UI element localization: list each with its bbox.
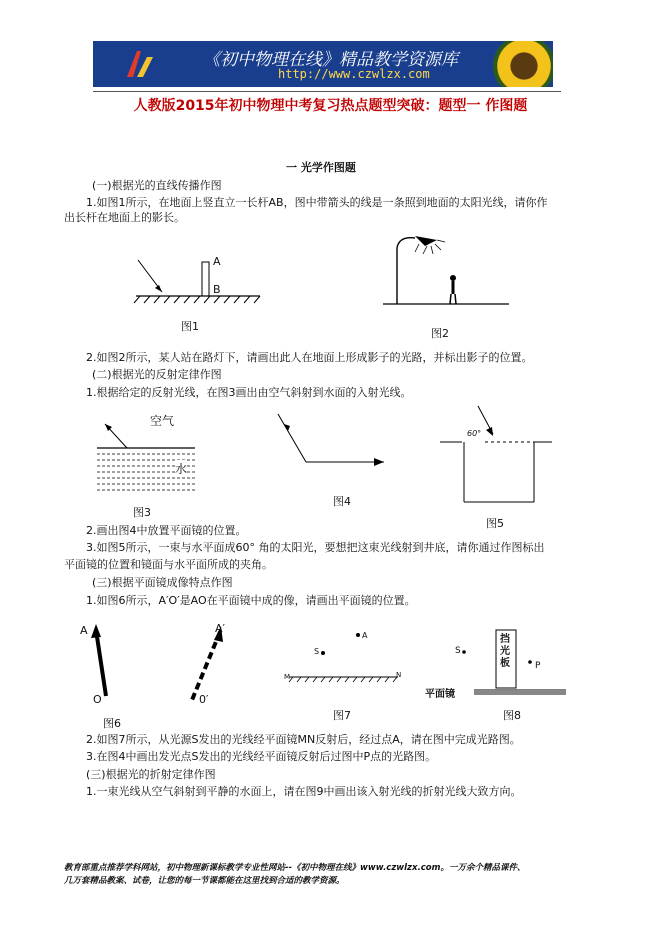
question-1-line1: 1.如图1所示，在地面上竖直立一长杆AB，图中带箭头的线是一条照到地面的太阳光线，请你作	[86, 196, 548, 209]
site-banner	[93, 41, 553, 87]
fig5-caption: 图5	[486, 517, 504, 530]
page-title: 人教版2015年初中物理中考复习热点题型突破：题型一 作图题	[133, 98, 528, 114]
fig7-label-a: A	[362, 631, 368, 640]
question-7: 2.如图7所示，从光源S发出的光线经平面镜MN反射后，经过点A，请在图中完成光路图。	[86, 733, 521, 746]
question-4: 2.画出图4中放置平面镜的位置。	[86, 524, 247, 537]
fig1-label-a: A	[213, 255, 221, 268]
fig6-label-a-prime: A′	[215, 622, 226, 635]
section-title: 一 光学作图题	[286, 161, 356, 174]
fig8-label-p: P	[535, 661, 541, 671]
fig7-label-s: S	[314, 647, 320, 656]
fig6-caption: 图6	[103, 717, 121, 730]
footer-line1: 教育部重点推荐学科网站，初中物理新课标教学专业性网站--《初中物理在线》www.czwlzx.com。一万余个精品课件、	[64, 863, 526, 873]
subsection-3: (三)根据平面镜成像特点作图	[92, 576, 233, 589]
fig8-mirror-label: 平面镜	[425, 689, 455, 700]
question-5-line1: 3.如图5所示，一束与水平面成60° 角的太阳光，要想把这束光线射到井底，请你通过作图标出	[86, 541, 545, 554]
site-logo-icon	[123, 47, 159, 83]
figure-2	[375, 228, 515, 318]
footer	[64, 862, 525, 888]
banner-title: 《初中物理在线》精品教学资源库	[203, 50, 458, 70]
fig3-air-label: 空气	[150, 414, 175, 428]
fig8-label-s: S	[455, 646, 461, 656]
question-9: 1.一束光线从空气斜射到平静的水面上，请在图9中画出该入射光线的折射光线大致方向。	[86, 785, 522, 798]
figure-4	[270, 410, 390, 480]
fig7-label-m: M	[284, 673, 291, 681]
fig3-caption: 图3	[133, 506, 151, 519]
question-2: 2.如图2所示，某人站在路灯下，请画出此人在地面上形成影子的光路，并标出影子的位置。	[86, 351, 533, 364]
fig8-caption: 图8	[503, 709, 521, 722]
question-3: 1.根据给定的反射光线，在图3画出由空气斜射到水面的入射光线。	[86, 386, 412, 399]
fig1-caption: 图1	[181, 320, 199, 333]
figure-1	[100, 240, 270, 320]
subsection-4: (三)根据光的折射定律作图	[86, 768, 216, 781]
fig8-board-label: 挡光板	[500, 634, 510, 669]
subsection-2: (二)根据光的反射定律作图	[92, 368, 222, 381]
question-8: 3.在图4中画出发光点S发出的光线经平面镜反射后过图中P点的光路图。	[86, 750, 437, 763]
question-5-line2: 平面镜的位置和镜面与水平面所成的夹角。	[64, 558, 273, 571]
header-rule	[93, 91, 561, 92]
fig6-label-o: O	[93, 693, 102, 706]
banner-url[interactable]: http://www.czwlzx.com	[278, 67, 430, 81]
question-1-line2: 出长杆在地面上的影长。	[64, 211, 185, 224]
fig3-water-label: 水	[175, 462, 188, 476]
fig7-label-n: N	[396, 671, 402, 679]
subsection-1: (一)根据光的直线传播作图	[92, 179, 222, 192]
footer-line2: 几万套精品教案、试卷，让您的每一节课都能在这里找到合适的教学资源。	[64, 876, 345, 886]
fig5-angle-label: 60°	[467, 429, 482, 438]
figure-5	[440, 402, 555, 512]
fig6-label-o-prime: 0′	[199, 693, 209, 706]
fig7-caption: 图7	[333, 709, 351, 722]
question-6: 1.如图6所示，A′O′是AO在平面镜中成的像，请画出平面镜的位置。	[86, 594, 416, 607]
figure-7	[283, 625, 408, 695]
fig1-label-b: B	[213, 283, 221, 296]
fig2-caption: 图2	[431, 327, 449, 340]
fig4-caption: 图4	[333, 495, 351, 508]
fig6-label-a: A	[80, 624, 88, 637]
sunflower-icon	[493, 41, 553, 87]
